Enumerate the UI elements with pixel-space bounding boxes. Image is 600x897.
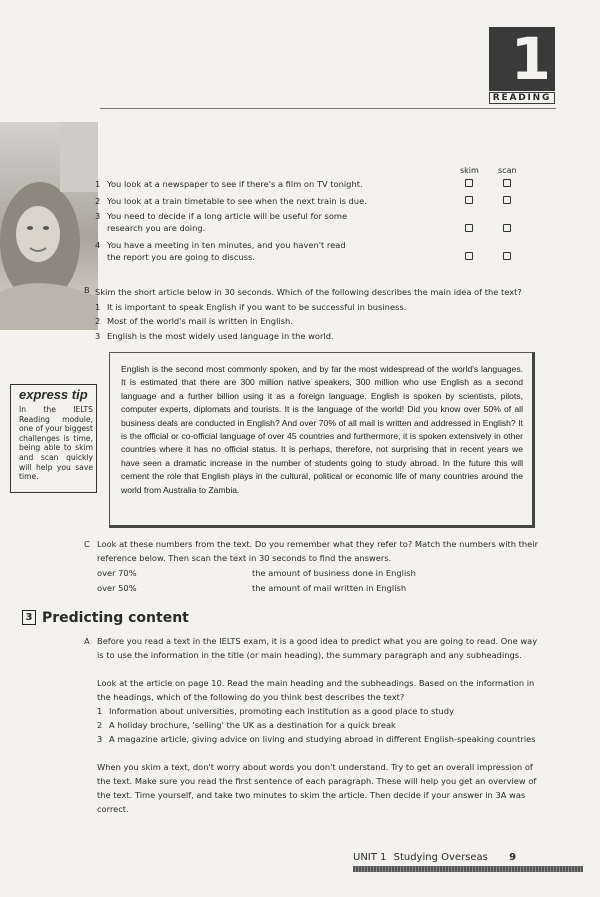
unit-number: 1	[510, 25, 551, 93]
checklist-item: 3 You need to decide if a long article will be useful for some research you are doing.	[95, 211, 348, 233]
part-b-instruction: Skim the short article below in 30 seconds. Which of the following describes the main idea of the text?	[95, 287, 522, 297]
section-heading	[22, 610, 189, 626]
express-tip-box	[10, 384, 97, 493]
part-b	[95, 285, 565, 343]
reference-item: the amount of mail written in English	[252, 583, 407, 593]
checklist-item: 2 You look at a train timetable to see when the next train is due.	[95, 196, 367, 206]
student-photo	[0, 122, 98, 330]
section-label: READING	[489, 92, 555, 104]
option-item: 1 It is important to speak English if you want to be successful in business.	[95, 301, 407, 312]
skim-checkbox[interactable]	[465, 196, 473, 204]
option-item: 1 Information about universities, promoting each institution as a good place to study	[97, 706, 454, 716]
footer-bar	[353, 866, 583, 872]
part-a-letter: A	[84, 636, 90, 646]
scan-checkbox[interactable]	[503, 252, 511, 260]
reference-item: the amount of business done in English	[252, 568, 416, 578]
skim-paragraph: When you skim a text, don't worry about words you don't understand. Try to get an overall impression of the text. Make sure you read the first sentence of each paragraph. These will help you get an overview of the text. Time yourself, and take two minutes to skim the article. Then decide if your answer in 3A was correct.	[97, 762, 537, 814]
intro-paragraph: Before you read a text in the IELTS exam, it is a good idea to predict what you are going to read. One way is to use the information in the title (or main heading), the summary paragraph and any subheadings.	[97, 636, 538, 660]
section-title: Predicting content	[42, 610, 189, 626]
number-item: over 50%	[97, 583, 137, 593]
instruction-paragraph: Look at the article on page 10. Read the main heading and the subheadings. Based on the information in the headings, which of the following do you think best describes the text? 1 Information about universities, promoting each institution as a good place to study 2 A holiday brochure, 'selling' the UK as a destination for a quick break 3 A magazine article, giving advice on living and studying abroad in different English-speaking countries	[97, 676, 567, 746]
scan-checkbox[interactable]	[503, 179, 511, 187]
header-rule	[100, 108, 556, 109]
part-c-letter: C	[84, 539, 90, 549]
skim-checkbox[interactable]	[465, 224, 473, 232]
col-scan-header: scan	[498, 166, 517, 175]
part-c: Look at these numbers from the text. Do you remember what they refer to? Match the numbers with their reference below. Then scan the text in 30 seconds to find the answers.	[97, 539, 539, 563]
footer-unit: UNIT 1	[353, 852, 387, 863]
scan-checkbox[interactable]	[503, 224, 511, 232]
skim-checkbox[interactable]	[465, 252, 473, 260]
number-item: over 70%	[97, 568, 137, 578]
checklist-item: 1 You look at a newspaper to see if there's a film on TV tonight.	[95, 179, 363, 189]
option-item: 2 Most of the world's mail is written in English.	[95, 316, 293, 326]
scan-checkbox[interactable]	[503, 196, 511, 204]
unit-badge	[489, 27, 555, 91]
checklist-item: 4 You have a meeting in ten minutes, and you haven't read the report you are going to discuss.	[95, 240, 346, 262]
option-item: 3 A magazine article, giving advice on living and studying abroad in different English-speaking countries	[97, 734, 536, 744]
section-number: 3	[22, 610, 36, 625]
skim-checkbox[interactable]	[465, 179, 473, 187]
option-item: 2 A holiday brochure, 'selling' the UK as a destination for a quick break	[97, 720, 396, 730]
part-b-letter: B	[84, 285, 90, 295]
article-text: English is the second most commonly spoken, and by far the most widespread of the world's languages. It is estimated that there are 300 million native speakers, 300 million who use English as a second language and a further billion using it as a foreign language. English is spoken by scientists, pilots, computer experts, diplomats and tourists. It is the language of the world! Did you know over 50% of all business deals are conducted in English? And over 70% of all mail is written and addressed in English? It is the official or co-official language of over 45 countries and furthermore, it is spoken extensively in other countries where it has no official status. It is perhaps, therefore, not surprising that in recent years we have seen a dramatic increase in the number of students going to study abroad. In the future this will cement the role that English plays in the cultural, political or economic life of many countries around the world from Australia to Zambia.	[121, 364, 523, 495]
page-footer	[353, 852, 516, 863]
option-item: 3 English is the most widely used language in the world.	[95, 330, 334, 341]
tip-title: express tip	[19, 387, 88, 402]
tip-body: In the IELTS Reading module, one of your biggest challenges is time, being able to skim and scan quickly will help you save time.	[19, 405, 93, 482]
col-skim-header: skim	[460, 166, 479, 175]
page-number: 9	[509, 852, 517, 863]
footer-title: Studying Overseas	[393, 852, 488, 863]
